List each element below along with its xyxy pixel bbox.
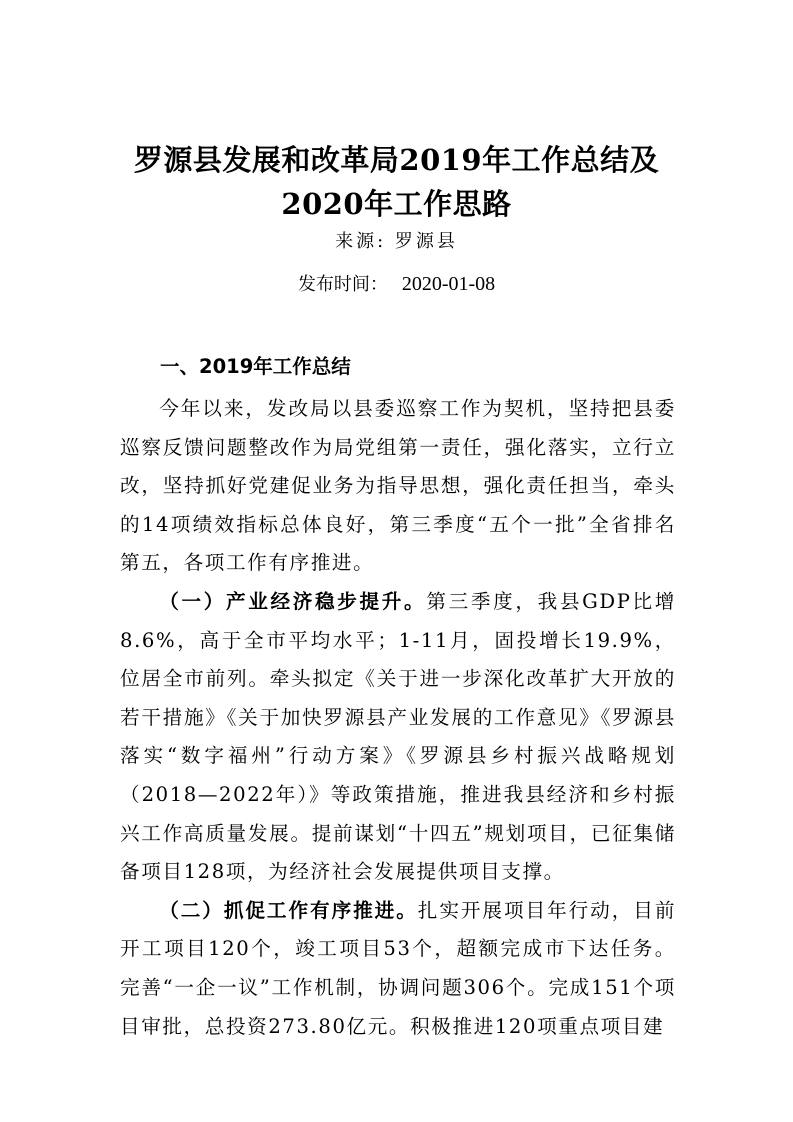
title-line-2: 2020年工作思路 xyxy=(281,187,512,221)
source-line: 来源: 罗源县 xyxy=(335,231,458,252)
title-line-1: 罗源县发展和改革局2019年工作总结及 xyxy=(133,143,660,177)
paragraph-item-2 xyxy=(120,892,676,1046)
publish-date-value: 2020-01-08 xyxy=(401,273,496,295)
document-title xyxy=(100,138,693,226)
document-body xyxy=(120,390,676,1046)
paragraph-lead-1: （一）产业经济稳步提升。 xyxy=(159,589,427,613)
publish-date-line xyxy=(100,272,693,297)
paragraph-text-2: 扎实开展项目年行动，目前开工项目120个，竣工项目53个，超额完成市下达任务。完善“一企一议”工作机制，协调问题306个。完成151个项目审批，总投资273.80亿元。积极推进120项重点项目建 xyxy=(120,898,677,1038)
publish-date-label: 发布时间： xyxy=(297,274,388,295)
intro-paragraph: 今年以来，发改局以县委巡察工作为契机，坚持把县委巡察反馈问题整改作为局党组第一责任，强化落实，立行立改，坚持抓好党建促业务为指导思想，强化责任担当，牵头的14项绩效指标总体良好，第三季度“五个一批”全省排名第五，各项工作有序推进。 xyxy=(120,397,676,575)
section-heading: 一、2019年工作总结 xyxy=(160,355,351,378)
paragraph-text-1: 第三季度，我县GDP比增8.6%，高于全市平均水平；1-11月，固投增长19.9%，位居全市前列。牵头拟定《关于进一步深化改革扩大开放的若干措施》《关于加快罗源县产业发展的工作意见》《罗源县落实“数字福州”行动方案》《罗源县乡村振兴战略规划（2018—2022年）》等政策措施，推进我县经济和乡村振兴工作高质量发展。提前谋划“十四五”规划项目，已征集储备项目128项，为经济社会发展提供项目支撑。 xyxy=(120,589,676,884)
paragraph-item-1 xyxy=(120,583,676,892)
paragraph-lead-2: （二）抓促工作有序推进。 xyxy=(159,898,418,922)
